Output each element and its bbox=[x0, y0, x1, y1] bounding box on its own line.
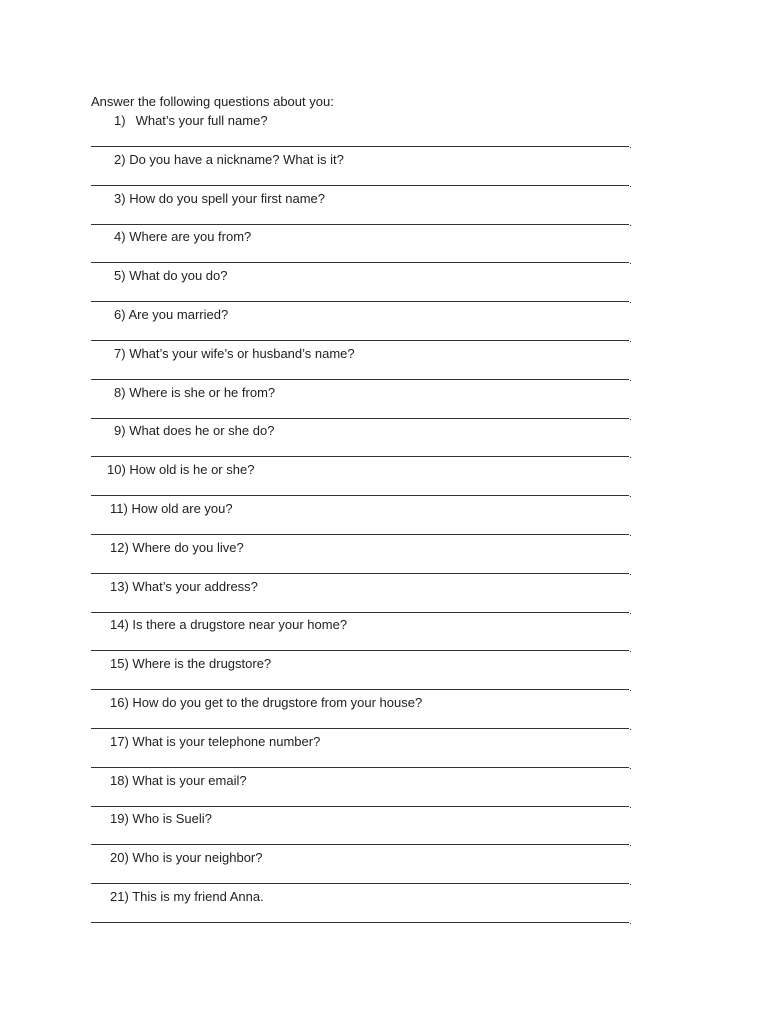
question-number: 12) bbox=[110, 539, 129, 555]
question-text bbox=[110, 695, 422, 711]
question-label: What is your email? bbox=[132, 772, 247, 788]
question-text bbox=[110, 617, 347, 633]
question-item bbox=[0, 345, 768, 384]
answer-line[interactable] bbox=[91, 689, 629, 690]
line-end-period: . bbox=[629, 411, 632, 423]
question-label: What is your telephone number? bbox=[132, 733, 321, 749]
answer-line[interactable] bbox=[91, 612, 629, 613]
answer-line[interactable] bbox=[91, 495, 629, 496]
question-text bbox=[114, 268, 227, 284]
question-number: 11) bbox=[110, 500, 128, 516]
question-item bbox=[0, 422, 768, 461]
question-item bbox=[0, 112, 768, 151]
question-label: Is there a drugstore near your home? bbox=[132, 617, 348, 633]
answer-line[interactable] bbox=[91, 224, 629, 225]
line-end-period: . bbox=[629, 450, 632, 462]
line-end-period: . bbox=[629, 372, 632, 384]
line-end-period: . bbox=[629, 178, 632, 190]
question-number: 21) bbox=[110, 888, 129, 904]
question-label: Who is Sueli? bbox=[132, 811, 212, 827]
question-text bbox=[114, 346, 355, 362]
question-item bbox=[0, 849, 768, 888]
question-text bbox=[110, 540, 244, 556]
instructions-text: Answer the following questions about you: bbox=[91, 94, 334, 109]
question-label: Who is your neighbor? bbox=[132, 850, 263, 866]
question-text bbox=[110, 773, 247, 789]
line-end-period: . bbox=[629, 760, 632, 772]
question-number: 10) bbox=[107, 462, 126, 478]
line-end-period: . bbox=[629, 721, 632, 733]
question-item bbox=[0, 151, 768, 190]
question-item bbox=[0, 578, 768, 617]
question-number: 4) bbox=[114, 229, 126, 245]
question-number: 19) bbox=[110, 811, 129, 827]
line-end-period: . bbox=[629, 566, 632, 578]
answer-line[interactable] bbox=[91, 806, 629, 807]
question-text bbox=[110, 656, 271, 672]
answer-line[interactable] bbox=[91, 456, 629, 457]
question-number: 14) bbox=[110, 617, 129, 633]
question-label: Where is the drugstore? bbox=[132, 656, 272, 672]
question-label: What do you do? bbox=[129, 268, 228, 284]
line-end-period: . bbox=[629, 256, 632, 268]
answer-line[interactable] bbox=[91, 418, 629, 419]
question-label: How old are you? bbox=[131, 500, 233, 516]
question-text bbox=[114, 229, 251, 245]
question-number: 15) bbox=[110, 656, 129, 672]
question-item bbox=[0, 190, 768, 229]
answer-line[interactable] bbox=[91, 534, 629, 535]
question-number: 3) bbox=[114, 190, 126, 206]
line-end-period: . bbox=[629, 644, 632, 656]
question-number: 13) bbox=[110, 578, 129, 594]
answer-line[interactable] bbox=[91, 650, 629, 651]
question-text bbox=[110, 889, 264, 905]
question-label: Are you married? bbox=[128, 306, 229, 322]
question-label: This is my friend Anna. bbox=[132, 888, 264, 904]
question-label: What does he or she do? bbox=[129, 423, 275, 439]
question-label: Where do you live? bbox=[132, 539, 244, 555]
answer-line[interactable] bbox=[91, 844, 629, 845]
question-text bbox=[110, 734, 320, 750]
line-end-period: . bbox=[629, 295, 632, 307]
question-number: 20) bbox=[110, 850, 129, 866]
question-item bbox=[0, 616, 768, 655]
question-item bbox=[0, 306, 768, 345]
answer-line[interactable] bbox=[91, 379, 629, 380]
question-text bbox=[114, 385, 275, 401]
question-text bbox=[110, 850, 263, 866]
line-end-period: . bbox=[629, 915, 632, 927]
question-item bbox=[0, 384, 768, 423]
question-label: Where are you from? bbox=[129, 229, 252, 245]
question-text bbox=[114, 423, 274, 439]
answer-line[interactable] bbox=[91, 340, 629, 341]
question-text bbox=[114, 113, 268, 129]
question-text bbox=[107, 462, 254, 478]
answer-line[interactable] bbox=[91, 767, 629, 768]
line-end-period: . bbox=[629, 799, 632, 811]
answer-line[interactable] bbox=[91, 146, 629, 147]
question-number: 2) bbox=[114, 151, 126, 167]
answer-line[interactable] bbox=[91, 922, 629, 923]
question-number: 16) bbox=[110, 694, 129, 710]
question-item bbox=[0, 655, 768, 694]
question-number: 9) bbox=[114, 423, 126, 439]
question-item bbox=[0, 267, 768, 306]
line-end-period: . bbox=[629, 838, 632, 850]
question-label: Do you have a nickname? What is it? bbox=[129, 151, 344, 167]
question-label: How old is he or she? bbox=[129, 462, 255, 478]
question-item bbox=[0, 461, 768, 500]
question-item bbox=[0, 228, 768, 267]
question-text bbox=[114, 307, 228, 323]
question-item bbox=[0, 733, 768, 772]
question-number: 1) bbox=[114, 113, 126, 128]
question-label: What’s your full name? bbox=[135, 113, 268, 128]
question-list bbox=[0, 112, 768, 927]
question-number: 18) bbox=[110, 772, 129, 788]
question-item bbox=[0, 694, 768, 733]
question-number: 5) bbox=[114, 268, 126, 284]
question-text bbox=[110, 501, 233, 517]
question-text bbox=[110, 811, 212, 827]
question-text bbox=[114, 191, 325, 207]
question-item bbox=[0, 888, 768, 927]
question-label: What’s your wife’s or husband’s name? bbox=[129, 345, 355, 361]
line-end-period: . bbox=[629, 140, 632, 151]
answer-line[interactable] bbox=[91, 573, 629, 574]
question-number: 17) bbox=[110, 733, 129, 749]
answer-line[interactable] bbox=[91, 728, 629, 729]
line-end-period: . bbox=[629, 605, 632, 617]
question-text bbox=[114, 152, 344, 168]
line-end-period: . bbox=[629, 489, 632, 501]
answer-line[interactable] bbox=[91, 301, 629, 302]
line-end-period: . bbox=[629, 527, 632, 539]
question-number: 6) bbox=[114, 306, 126, 322]
question-item bbox=[0, 539, 768, 578]
question-label: Where is she or he from? bbox=[129, 384, 276, 400]
line-end-period: . bbox=[629, 333, 632, 345]
answer-line[interactable] bbox=[91, 185, 629, 186]
question-number: 8) bbox=[114, 384, 126, 400]
question-text bbox=[110, 579, 258, 595]
question-number: 7) bbox=[114, 345, 126, 361]
question-item bbox=[0, 500, 768, 539]
question-label: How do you spell your first name? bbox=[129, 190, 325, 206]
line-end-period: . bbox=[629, 877, 632, 889]
question-item bbox=[0, 810, 768, 849]
answer-line[interactable] bbox=[91, 262, 629, 263]
line-end-period: . bbox=[629, 217, 632, 229]
question-label: What’s your address? bbox=[132, 578, 258, 594]
line-end-period: . bbox=[629, 683, 632, 695]
answer-line[interactable] bbox=[91, 883, 629, 884]
question-item bbox=[0, 772, 768, 811]
question-label: How do you get to the drugstore from your house? bbox=[132, 694, 423, 710]
